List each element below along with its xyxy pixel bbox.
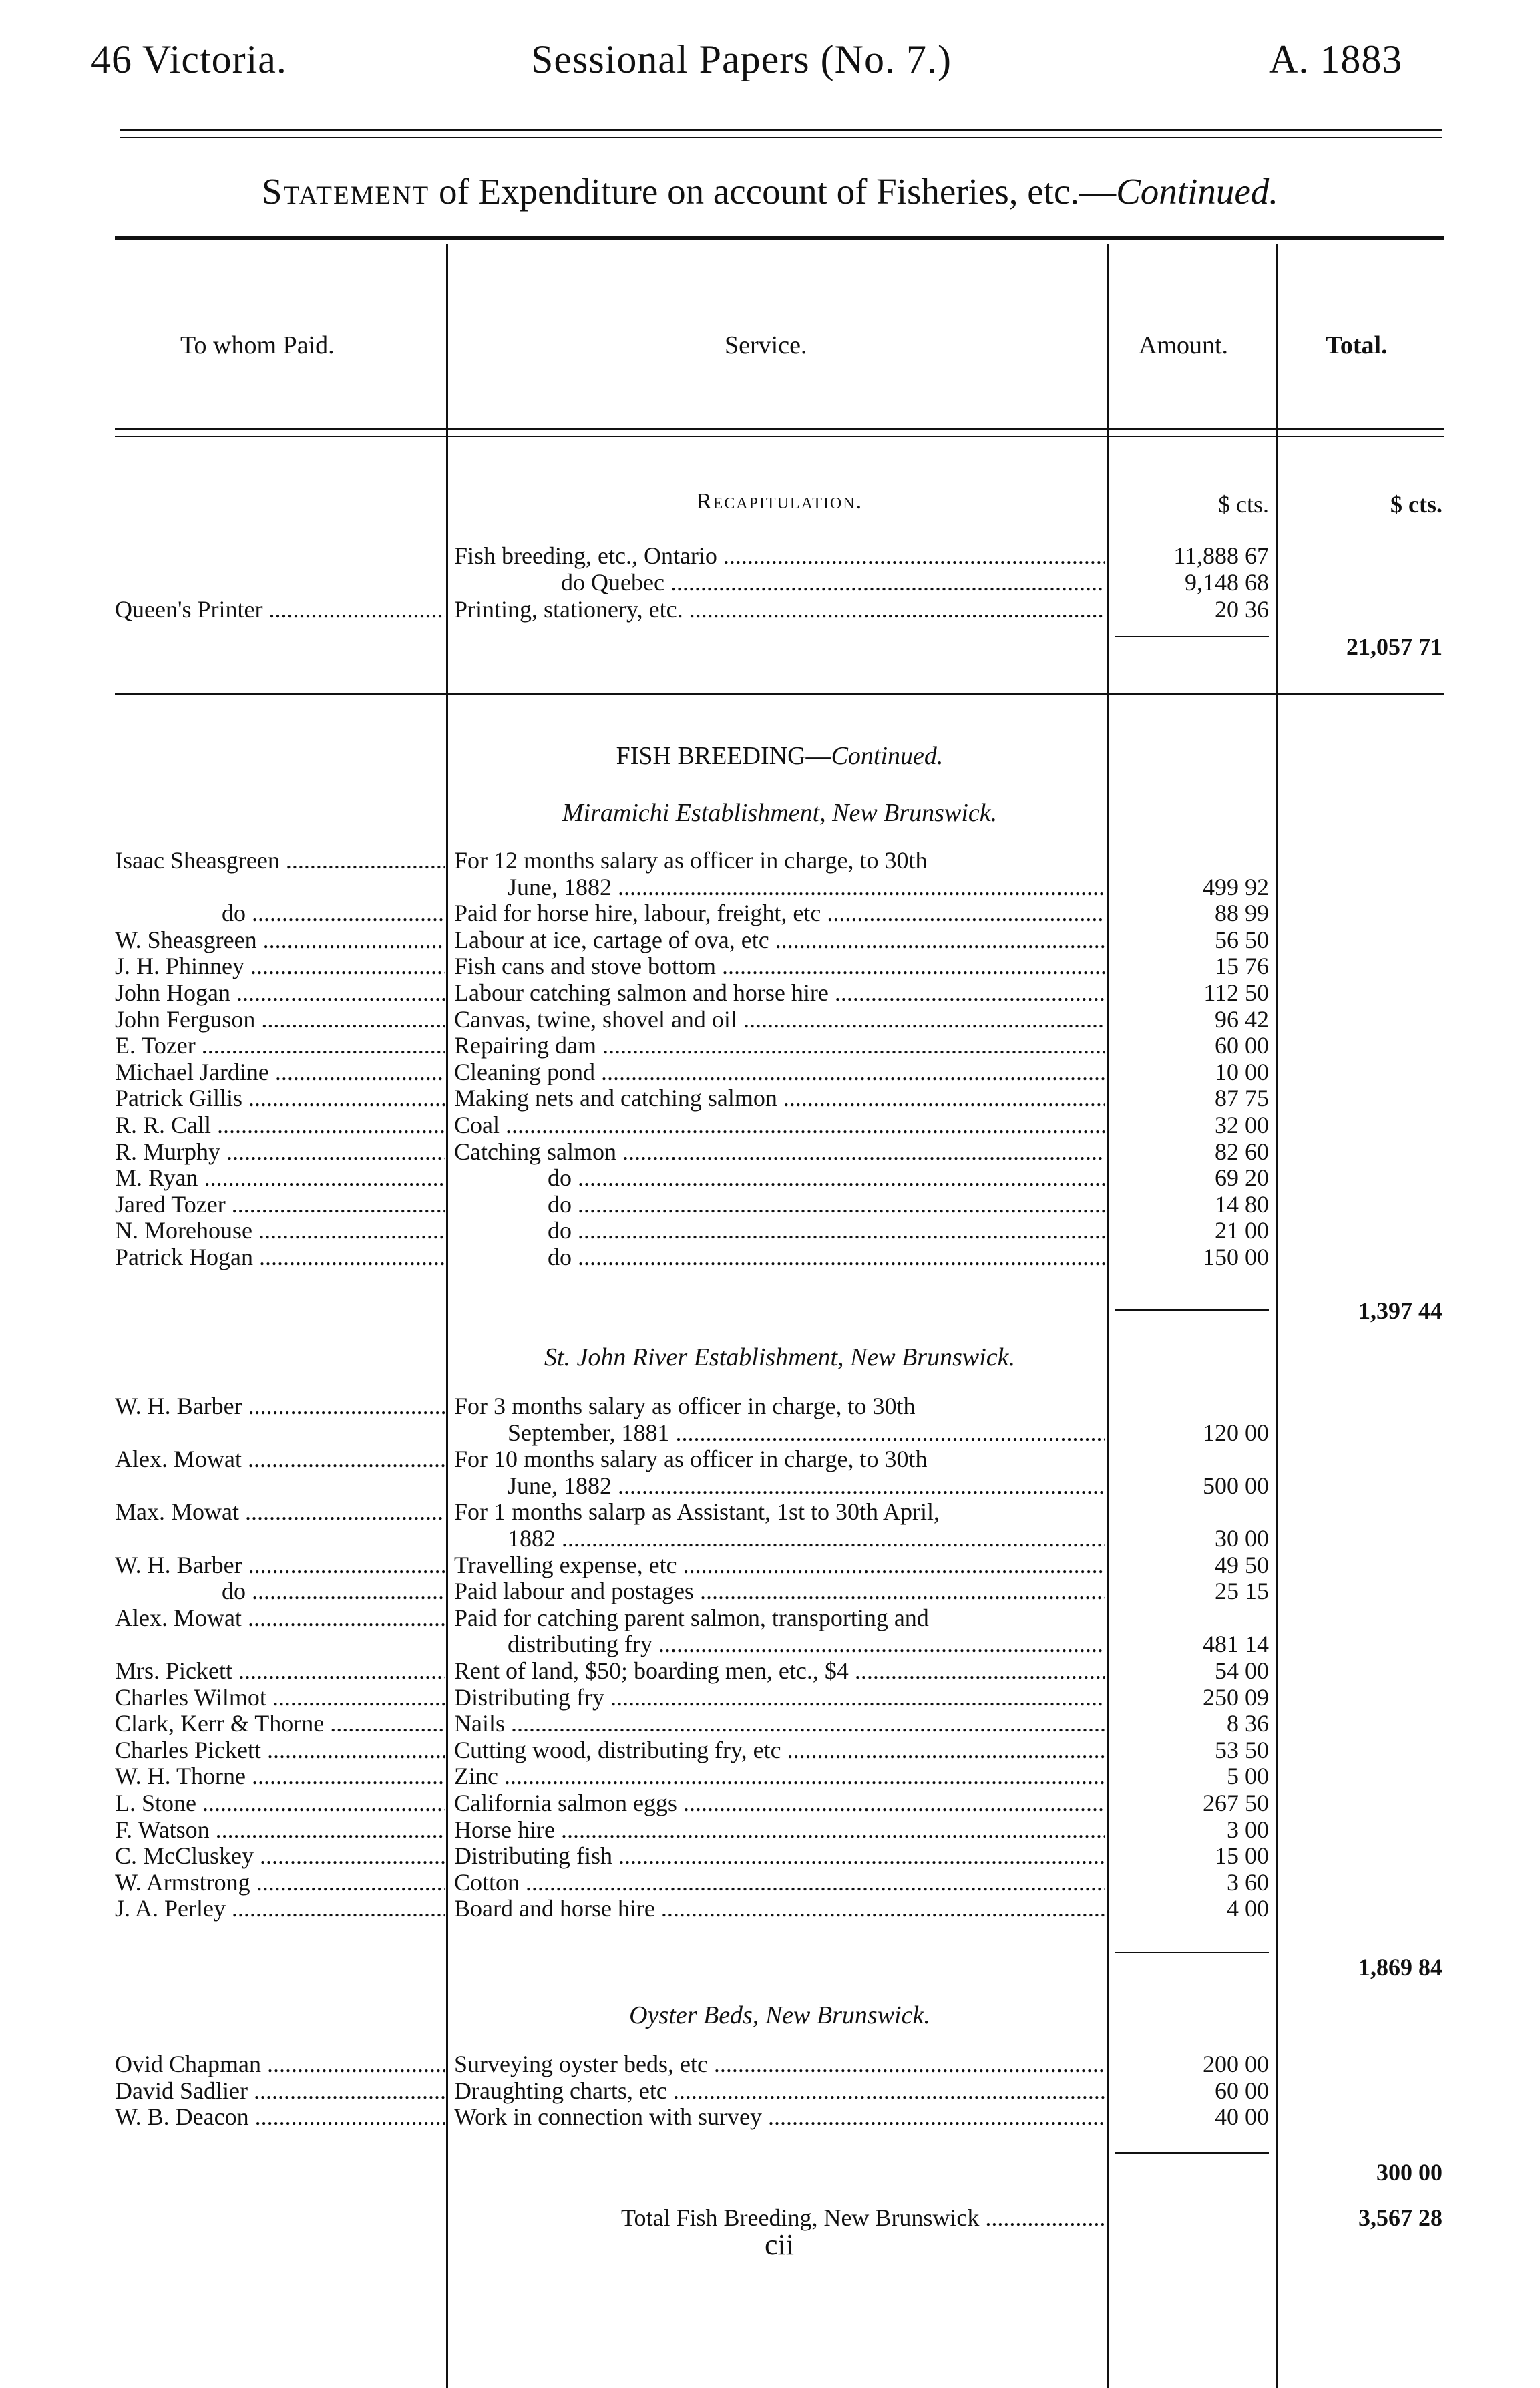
payee-name: John Ferguson ..... [115,1006,445,1033]
amount-value: 30 00 [1215,1525,1269,1552]
service-description-cont: 1882 ..... [454,1525,1105,1552]
recap-amount-unit: $ cts. [1218,491,1269,518]
fish-breeding-heading [454,741,1105,771]
amount-value: 82 60 [1215,1138,1269,1165]
fish-breeding-heading-text: FISH BREEDING— [616,742,831,770]
payee-name: Charles Pickett ..... [115,1737,445,1763]
payee-name: Jared Tozer ..... [115,1191,445,1218]
service-description: Work in connection with survey ..... [454,2103,1105,2130]
col-header-service: Service. [725,331,807,359]
title-rest: of Expenditure on account of Fisheries, etc.— [429,171,1117,212]
service-description: Canvas, twine, shovel and oil ..... [454,1006,1105,1033]
page-number: cii [765,2228,794,2261]
recap-row-service: Fish breeding, etc., Ontario ..... [454,542,1105,569]
service-description: Zinc ..... [454,1763,1105,1789]
payee-name: W. Armstrong ..... [115,1869,445,1896]
payee-name: Isaac Sheasgreen ..... [115,847,445,874]
recap-sum-rule [1115,636,1269,637]
payee-name: M. Ryan ..... [115,1164,445,1191]
payee-name: W. B. Deacon ..... [115,2103,445,2130]
title-continued: Continued. [1116,171,1279,212]
amount-value: 88 99 [1215,900,1269,927]
payee-name: W. Sheasgreen ..... [115,926,445,953]
service-description-cont: June, 1882 ..... [454,1472,1105,1499]
col-divider-amount [1107,244,1109,2388]
service-description: Travelling expense, etc ..... [454,1552,1105,1578]
payee-name: N. Morehouse ..... [115,1217,445,1244]
payee-name: Alex. Mowat ..... [115,1604,445,1631]
payee-name: Charles Wilmot ..... [115,1684,445,1711]
payee-name: F. Watson ..... [115,1816,445,1843]
service-description: do ..... [454,1244,1105,1270]
fish-breeding-heading-cont: Continued. [831,742,944,770]
service-description: Paid for catching parent salmon, transporting and [454,1604,929,1631]
grand-total-label-text: Total Fish Breeding, New Brunswick [621,2204,980,2231]
grand-total-label [621,2204,1105,2231]
service-description: For 3 months salary as officer in charge, to 30th [454,1393,916,1419]
payee-name: do ..... [115,900,445,926]
payee-name: Michael Jardine ..... [115,1059,445,1085]
service-description: Distributing fish ..... [454,1842,1105,1869]
header-year: A. 1883 [1269,37,1403,81]
amount-value: 112 50 [1203,979,1269,1006]
service-description-cont: June, 1882 ..... [454,874,1105,900]
payee-name: David Sadlier ..... [115,2077,445,2104]
service-description: Cotton ..... [454,1869,1105,1896]
amount-value: 150 00 [1203,1244,1269,1270]
service-description: Repairing dam ..... [454,1032,1105,1059]
amount-value: 96 42 [1215,1005,1269,1033]
title-lead: Statement [261,171,430,212]
section-title-miramichi: Miramichi Establishment, New Brunswick. [562,799,998,827]
amount-value: 3 00 [1227,1816,1269,1843]
payee-name: R. Murphy ..... [115,1138,445,1165]
table-top-rule [115,236,1444,240]
amount-value: 5 00 [1227,1763,1269,1790]
service-description: Distributing fry ..... [454,1684,1105,1711]
statement-title [0,170,1540,212]
service-description: Coal ..... [454,1112,1105,1138]
payee-name: W. H. Barber ..... [115,1552,445,1578]
header-volume: 46 Victoria. [91,37,287,81]
service-description: do ..... [454,1217,1105,1244]
payee-name: W. H. Barber ..... [115,1393,445,1419]
recap-row-amount: 9,148 68 [1185,569,1269,596]
amount-value: 49 50 [1215,1551,1269,1578]
service-description: Rent of land, $50; boarding men, etc., $4 ..... [454,1657,1105,1684]
service-description: Cleaning pond ..... [454,1059,1105,1085]
oyster-total: 300 00 [1376,2159,1442,2186]
recap-heading: Recapitulation. [696,489,863,514]
amount-value: 8 36 [1227,1710,1269,1737]
service-description: Catching salmon ..... [454,1138,1105,1165]
recap-row-amount: 11,888 67 [1173,542,1269,569]
recap-row-service: do Quebec ..... [454,569,1105,596]
col-header-total: Total. [1326,331,1388,359]
payee-name: Alex. Mowat ..... [115,1445,445,1472]
amount-value: 25 15 [1215,1578,1269,1605]
amount-value: 481 14 [1203,1631,1269,1658]
amount-value: 15 76 [1215,953,1269,980]
amount-value: 56 50 [1215,926,1269,953]
service-description: Fish cans and stove bottom ..... [454,953,1105,979]
payee-name: do ..... [115,1578,445,1604]
payee-name: Patrick Gillis ..... [115,1085,445,1112]
amount-value: 14 80 [1215,1190,1269,1218]
payee-name: Patrick Hogan ..... [115,1244,445,1270]
header-rule-top [120,129,1442,131]
amount-value: 40 00 [1215,2103,1269,2131]
payee-name: Clark, Kerr & Thorne ..... [115,1710,445,1737]
service-description: California salmon eggs ..... [454,1789,1105,1816]
service-description: Labour catching salmon and horse hire ..... [454,979,1105,1006]
amount-value: 15 00 [1215,1842,1269,1870]
amount-value: 32 00 [1215,1112,1269,1138]
st-john-sum-rule [1115,1952,1269,1953]
payee-name: W. H. Thorne ..... [115,1763,445,1789]
payee-name: John Hogan ..... [115,979,445,1006]
header-rule-bottom [120,137,1442,138]
grand-total: 3,567 28 [1358,2204,1442,2231]
payee-name: E. Tozer ..... [115,1032,445,1059]
amount-value: 200 00 [1203,2051,1269,2077]
amount-value: 250 09 [1203,1683,1269,1711]
service-description: Surveying oyster beds, etc ..... [454,2051,1105,2077]
payee-name: J. A. Perley ..... [115,1895,445,1922]
miramichi-total: 1,397 44 [1358,1297,1442,1324]
miramichi-sum-rule [1115,1309,1269,1311]
amount-value: 499 92 [1203,873,1269,900]
payee-name: R. R. Call ..... [115,1112,445,1138]
amount-value: 3 60 [1227,1868,1269,1896]
service-description: Horse hire ..... [454,1816,1105,1843]
col-header-to-whom: To whom Paid. [180,331,335,359]
recap-row-amount: 20 36 [1215,596,1269,623]
header-bottom-rule [115,428,1444,430]
amount-value: 60 00 [1215,2077,1269,2104]
amount-value: 4 00 [1227,1895,1269,1922]
amount-value: 54 00 [1215,1657,1269,1684]
service-description: Cutting wood, distributing fry, etc ..... [454,1737,1105,1763]
section-title-oyster-beds: Oyster Beds, New Brunswick. [629,2001,930,2029]
service-description: do ..... [454,1164,1105,1191]
col-divider-service [446,244,448,2388]
service-description: Nails ..... [454,1710,1105,1737]
service-description: Board and horse hire ..... [454,1895,1105,1922]
service-description: For 10 months salary as officer in charge, to 30th [454,1445,928,1473]
payee-name: Max. Mowat ..... [115,1498,445,1525]
amount-value: 120 00 [1203,1419,1269,1446]
amount-value: 10 00 [1215,1058,1269,1085]
payee-name: Ovid Chapman ..... [115,2051,445,2077]
oyster-sum-rule [1115,2152,1269,2154]
payee-name: C. McCluskey ..... [115,1842,445,1869]
service-description: Paid labour and postages ..... [454,1578,1105,1604]
amount-value: 87 75 [1215,1085,1269,1112]
recap-row-name: Queen's Printer ..... [115,596,445,623]
amount-value: 267 50 [1203,1789,1269,1816]
amount-value: 69 20 [1215,1164,1269,1192]
section-rule [115,693,1444,695]
amount-value: 53 50 [1215,1736,1269,1763]
amount-value: 21 00 [1215,1217,1269,1244]
amount-value: 60 00 [1215,1032,1269,1059]
service-description: For 1 months salarp as Assistant, 1st to 30th April, [454,1498,940,1526]
payee-name: L. Stone ..... [115,1789,445,1816]
service-description: For 12 months salary as officer in charge, to 30th [454,847,928,874]
header-bottom-rule-2 [115,436,1444,437]
header-title: Sessional Papers (No. 7.) [531,37,952,81]
service-description: Labour at ice, cartage of ova, etc ..... [454,926,1105,953]
st-john-total: 1,869 84 [1358,1954,1442,1981]
service-description-cont: September, 1881 ..... [454,1419,1105,1446]
service-description: Draughting charts, etc ..... [454,2077,1105,2104]
recap-row-service: Printing, stationery, etc. ..... [454,596,1105,623]
service-description-cont: distributing fry ..... [454,1631,1105,1657]
payee-name: J. H. Phinney ..... [115,953,445,979]
section-title-st-john: St. John River Establishment, New Brunswick. [544,1343,1016,1371]
service-description: do ..... [454,1191,1105,1218]
amount-value: 500 00 [1203,1472,1269,1499]
payee-name: Mrs. Pickett ..... [115,1657,445,1684]
service-description: Making nets and catching salmon ..... [454,1085,1105,1112]
recap-total: 21,057 71 [1346,633,1442,660]
recap-total-unit: $ cts. [1390,491,1442,518]
service-description: Paid for horse hire, labour, freight, etc ..... [454,900,1105,926]
col-header-amount: Amount. [1139,331,1229,359]
